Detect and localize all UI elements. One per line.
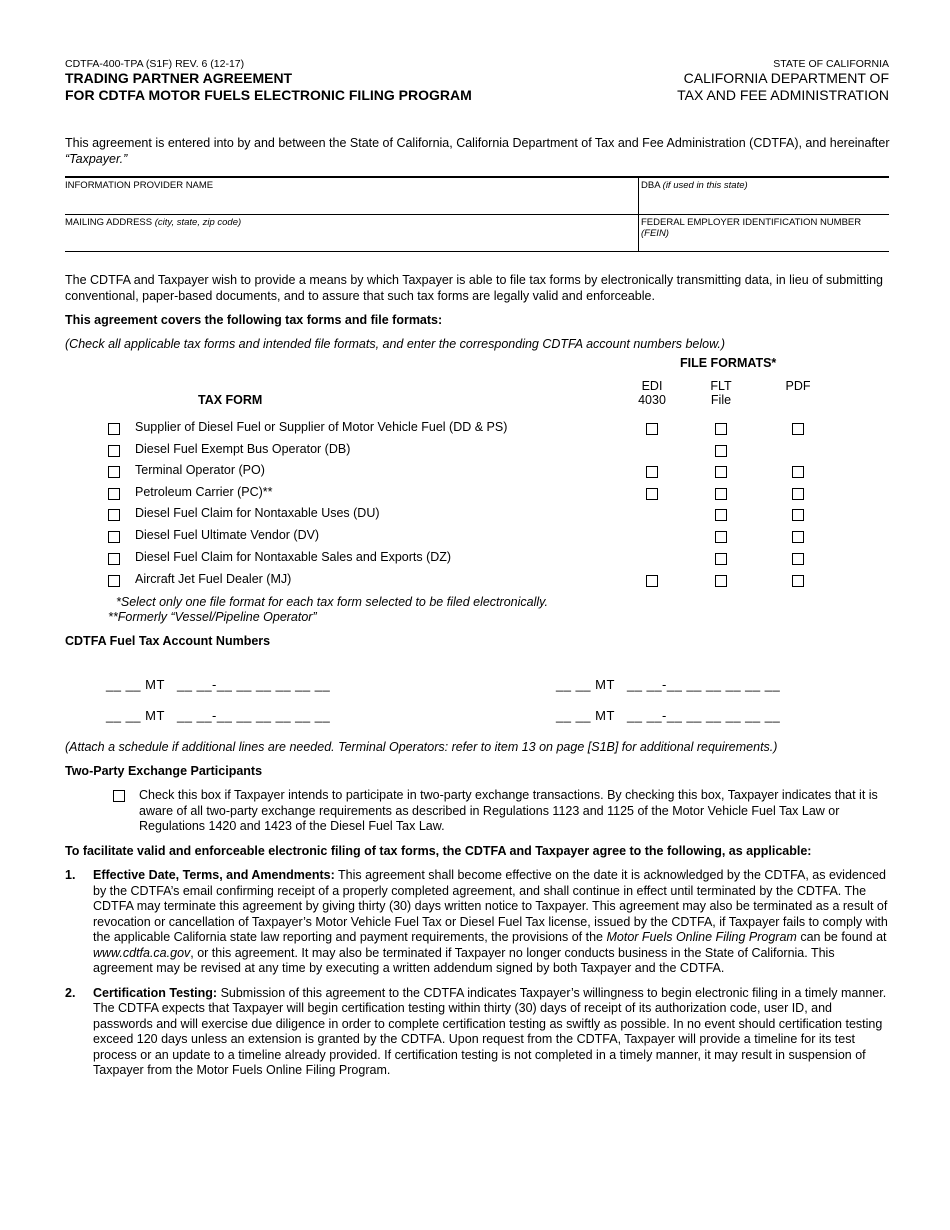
intro-paragraph	[65, 135, 890, 167]
tax-form-row	[108, 550, 828, 568]
term-title: Effective Date, Terms, and Amendments:	[93, 868, 335, 882]
tax-form-label: Petroleum Carrier (PC)**	[135, 485, 273, 499]
term-title: Certification Testing:	[93, 985, 218, 1000]
flt-checkbox[interactable]	[715, 445, 727, 457]
term-program-name: Motor Fuels Online Filing Program	[606, 930, 797, 944]
pdf-checkbox[interactable]	[792, 488, 804, 500]
tax-form-label: Aircraft Jet Fuel Dealer (MJ)	[135, 572, 292, 586]
term-item	[65, 986, 890, 1079]
form-title-line2: FOR CDTFA MOTOR FUELS ELECTRONIC FILING PROGRAM	[65, 87, 472, 103]
tax-form-label: Diesel Fuel Ultimate Vendor (DV)	[135, 528, 320, 542]
tax-form-label: Terminal Operator (PO)	[135, 463, 265, 477]
tax-form-row	[108, 485, 828, 503]
terms-list	[65, 868, 890, 1088]
col-pdf-line1: PDF	[785, 379, 811, 393]
account-number-field[interactable]: __ __ MT __ __-__ __ __ __ __ __	[106, 708, 331, 723]
term-website-link[interactable]: www.cdtfa.ca.gov	[93, 945, 191, 960]
tax-form-label: Diesel Fuel Exempt Bus Operator (DB)	[135, 442, 351, 456]
tax-form-checkbox[interactable]	[108, 575, 120, 587]
flt-checkbox[interactable]	[715, 531, 727, 543]
fein-note: (FEIN)	[641, 228, 669, 239]
pdf-checkbox[interactable]	[792, 575, 804, 587]
flt-checkbox[interactable]	[715, 466, 727, 478]
tax-form-label: Supplier of Diesel Fuel or Supplier of Motor Vehicle Fuel (DD & PS)	[135, 420, 508, 434]
provider-name-field[interactable]	[65, 178, 638, 214]
dept-line2: TAX AND FEE ADMINISTRATION	[677, 87, 889, 103]
tax-form-checkbox[interactable]	[108, 553, 120, 565]
pdf-checkbox[interactable]	[792, 531, 804, 543]
purpose-paragraph: The CDTFA and Taxpayer wish to provide a means by which Taxpayer is able to file tax forms by electronically transmitting data, in lieu of submitting conventional, paper-based documents, and to assure that such tax forms are legally valid and enforceable.	[65, 273, 883, 303]
term-body	[93, 986, 890, 1079]
term-number: 1.	[65, 868, 76, 882]
tax-form-checkbox[interactable]	[108, 531, 120, 543]
term-text-b: can be found at	[796, 930, 887, 944]
tax-form-label: Diesel Fuel Claim for Nontaxable Sales and Exports (DZ)	[135, 550, 452, 564]
col-edi-heading	[632, 379, 672, 407]
intro-text: This agreement is entered into by and between the State of California, California Department of Tax and Fee Administration (CDTFA), and hereinafter	[65, 136, 890, 150]
col-edi-line1: EDI	[641, 379, 663, 393]
tax-form-row	[108, 420, 828, 438]
mailing-note: (city, state, zip code)	[154, 217, 242, 228]
pdf-checkbox[interactable]	[792, 466, 804, 478]
dept-line1: CALIFORNIA DEPARTMENT OF	[683, 70, 889, 86]
form-title-line1: TRADING PARTNER AGREEMENT	[65, 70, 293, 86]
pdf-checkbox[interactable]	[792, 423, 804, 435]
accounts-heading: CDTFA Fuel Tax Account Numbers	[65, 634, 271, 648]
flt-checkbox[interactable]	[715, 488, 727, 500]
col-flt-heading	[701, 379, 741, 407]
intro-taxpayer: “Taxpayer.”	[65, 152, 128, 166]
form-header-right	[677, 58, 889, 104]
dba-note: (if used in this state)	[662, 180, 748, 191]
tax-form-row	[108, 442, 828, 460]
edi-checkbox[interactable]	[646, 575, 658, 587]
tax-form-row	[108, 528, 828, 546]
flt-checkbox[interactable]	[715, 509, 727, 521]
tax-form-checkbox[interactable]	[108, 488, 120, 500]
term-text-a: Submission of this agreement to the CDTFA indicates Taxpayer’s willingness to begin electronic filing in a timely manner. The CDTFA expects that Taxpayer will begin certification testing within thirty (30) days of receipt of its authorization code, user ID, and passwords and will exercise due diligence in order to complete certification testing as swiftly as possible. In no event should certification testing exceed 120 days unless an extension is granted by the CDTFA. Upon request from the CDTFA, Taxpayer will provide a timeline for its test process or an update to a timeline already provided. If certification testing is not completed in a timely manner, it may result in suspension of Taxpayer from the Motor Fuels Online Filing Program.	[93, 985, 887, 1077]
exchange-text: Check this box if Taxpayer intends to participate in two-party exchange transactions. By checking this box, Taxpayer indicates that it is aware of all two-party exchange requirements as described in Regulations 1123 and 1125 of the Motor Vehicle Fuel Tax Law or Regulations 1420 and 1423 of the Diesel Fuel Tax Law.	[139, 788, 878, 833]
tax-form-checkbox[interactable]	[108, 466, 120, 478]
taxpayer-info-fields	[65, 176, 889, 252]
tax-form-row	[108, 572, 828, 590]
col-edi-line2: 4030	[638, 393, 666, 407]
account-number-field[interactable]: __ __ MT __ __-__ __ __ __ __ __	[556, 677, 781, 692]
col-flt-line2: File	[710, 393, 732, 407]
col-flt-line1: FLT	[710, 379, 732, 393]
fein-field[interactable]	[638, 215, 889, 251]
edi-checkbox[interactable]	[646, 423, 658, 435]
state-label: STATE OF CALIFORNIA	[773, 58, 889, 70]
term-text-a: This agreement shall become effective on the date it is acknowledged by the CDTFA, as evidenced by the CDTFA’s email confirming receipt of a properly completed agreement, and shall continue in effect until terminated by the CDTFA. The CDTFA may terminate this agreement by giving thirty (30) days written notice to Taxpayer. This agreement may also be terminated as a result of revocation or cancellation of Taxpayer’s Motor Vehicle Fuel Tax or Diesel Fuel Tax license, issued by the CDTFA, if Taxpayer fails to comply with the applicable California state law reporting and payment requirements, the provisions of the	[93, 868, 888, 944]
edi-checkbox[interactable]	[646, 488, 658, 500]
pdf-checkbox[interactable]	[792, 553, 804, 565]
provider-name-label: INFORMATION PROVIDER NAME	[65, 180, 214, 191]
tax-form-checkbox[interactable]	[108, 423, 120, 435]
coverage-heading: This agreement covers the following tax forms and file formats:	[65, 313, 443, 327]
accounts-note: (Attach a schedule if additional lines are needed. Terminal Operators: refer to item 13 on page [S1B] for additional requirements.)	[65, 740, 778, 754]
field-row-1	[65, 178, 889, 215]
term-body	[93, 868, 890, 977]
flt-checkbox[interactable]	[715, 575, 727, 587]
pdf-checkbox[interactable]	[792, 509, 804, 521]
coverage-instruction: (Check all applicable tax forms and intended file formats, and enter the corresponding CDTFA account numbers below.)	[65, 337, 726, 351]
mailing-address-field[interactable]	[65, 215, 638, 251]
form-header-left	[65, 58, 472, 104]
footnote-formerly: **Formerly “Vessel/Pipeline Operator”	[108, 610, 317, 624]
tax-form-label: Diesel Fuel Claim for Nontaxable Uses (DU)	[135, 506, 380, 520]
field-row-2	[65, 215, 889, 252]
tax-form-row	[108, 506, 828, 524]
footnote-single-format: *Select only one file format for each tax form selected to be filed electronically.	[116, 595, 548, 609]
account-number-field[interactable]: __ __ MT __ __-__ __ __ __ __ __	[106, 677, 331, 692]
tax-form-checkbox[interactable]	[108, 509, 120, 521]
file-formats-heading: FILE FORMATS*	[680, 356, 777, 370]
exchange-heading: Two-Party Exchange Participants	[65, 764, 263, 778]
agree-heading: To facilitate valid and enforceable electronic filing of tax forms, the CDTFA and Taxpayer agree to the following, as applicable:	[65, 844, 812, 858]
col-pdf-heading	[778, 379, 818, 393]
tax-form-row	[108, 463, 828, 481]
form-id: CDTFA-400-TPA (S1F) REV. 6 (12-17)	[65, 58, 245, 70]
dba-field[interactable]	[638, 178, 889, 214]
flt-checkbox[interactable]	[715, 423, 727, 435]
dba-label: DBA	[641, 180, 663, 191]
term-number: 2.	[65, 985, 76, 1000]
term-text-c: , or this agreement. It may also be terminated if Taxpayer no longer conducts business in the State of California. This agreement may be revised at any time by executing a written addendum signed by both Taxpayer and the CDTFA.	[93, 945, 835, 975]
mailing-label: MAILING ADDRESS	[65, 217, 155, 228]
fein-label: FEDERAL EMPLOYER IDENTIFICATION NUMBER	[641, 217, 862, 228]
term-item	[65, 868, 890, 977]
exchange-checkbox[interactable]	[113, 790, 125, 802]
flt-checkbox[interactable]	[715, 553, 727, 565]
account-number-field[interactable]: __ __ MT __ __-__ __ __ __ __ __	[556, 708, 781, 723]
tax-form-checkbox[interactable]	[108, 445, 120, 457]
edi-checkbox[interactable]	[646, 466, 658, 478]
tax-form-heading: TAX FORM	[198, 393, 263, 407]
